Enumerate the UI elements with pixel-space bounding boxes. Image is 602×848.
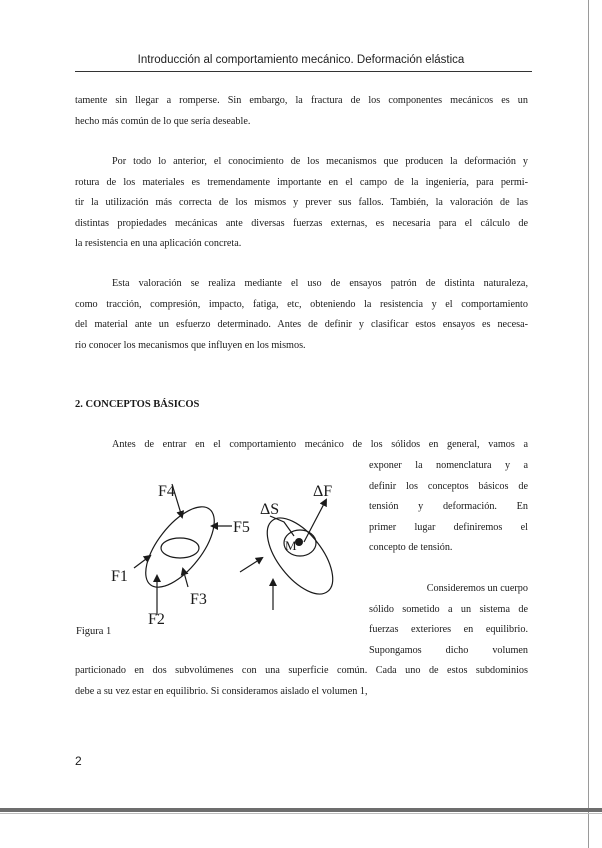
figure-1-diagram (100, 470, 365, 650)
paragraph-3-line: como tracción, compresión, impacto, fatiga, etc, obteniendo la resistencia y el comportamiento (75, 298, 528, 310)
page-edge-right (588, 0, 589, 848)
paragraph-5-line: debe a su vez estar en equilibrio. Si consideramos aislado el volumen 1, (75, 685, 368, 697)
running-header: Introducción al comportamiento mecánico. Deformación elástica (137, 54, 465, 66)
header-rule (75, 71, 532, 72)
label-f3: F3 (190, 591, 207, 608)
page-number: 2 (75, 754, 82, 768)
figure-caption: Figura 1 (76, 626, 112, 637)
paragraph-1-line: hecho más común de lo que sería deseable. (75, 115, 251, 127)
paragraph-1 (75, 91, 528, 132)
label-delta-s: ΔS (260, 501, 280, 518)
paragraph-5-side (369, 579, 528, 661)
paragraph-4-side-line: exponer la nomenclatura y a (369, 460, 528, 471)
label-f2: F2 (148, 611, 165, 628)
paragraph-3-line: del material ante un esfuerzo determinado. Antes de definir y clasificar estos ensayos es necesa- (75, 319, 528, 331)
paragraph-4-lead (75, 435, 528, 456)
paragraph-2-line: la resistencia en una aplicación concreta. (75, 238, 242, 250)
paragraph-5-side-line: Supongamos dicho volumen (369, 644, 528, 656)
section-surface (161, 538, 199, 558)
label-m: M (285, 538, 297, 553)
delta-f-arrow (304, 500, 326, 542)
figure-1 (100, 470, 365, 650)
paragraph-2 (75, 152, 528, 255)
label-f5: F5 (233, 519, 250, 536)
paragraph-5-line: particionado en dos subvolúmenes con una superficie común. Cada uno de estos subdominios (75, 665, 528, 676)
paragraph-4-line: Antes de entrar en el comportamiento mecánico de los sólidos en general, vamos a (112, 439, 528, 450)
section-heading: 2. CONCEPTOS BÁSICOS (75, 399, 200, 410)
paragraph-2-line: Por todo lo anterior, el conocimiento de los mecanismos que producen la deformación y (112, 156, 528, 167)
paragraph-2-line: tir la utilización más correcta de los mismos y prever sus fallos. También, la valoración de las (75, 197, 528, 209)
paragraph-5-side-line: fuerzas exteriores en equilibrio. (369, 624, 528, 636)
paragraph-3-line: Esta valoración se realiza mediante el uso de ensayos patrón de distinta naturaleza, (112, 278, 528, 289)
paragraph-3 (75, 274, 528, 356)
paragraph-5-side-line: sólido sometido a un sistema de (369, 603, 528, 615)
paragraph-1-line: tamente sin llegar a romperse. Sin embargo, la fractura de los componentes mecánicos es un (75, 95, 528, 106)
force-left-arrow (240, 558, 262, 572)
paragraph-5-side-line: Consideremos un cuerpo (426, 583, 528, 594)
paragraph-2-line: distintas propiedades mecánicas ante diversas fuerzas externas, es necesaria para el cálculo de (75, 217, 528, 229)
page-edge-bottom-shadow (0, 813, 602, 814)
label-delta-f: ΔF (313, 483, 333, 500)
paragraph-5-full (75, 661, 528, 702)
paragraph-2-line: rotura de los materiales es tremendamente importante en el campo de la ingeniería, para permi- (75, 176, 528, 188)
paragraph-4-side-line: definir los conceptos básicos de (369, 480, 528, 492)
paragraph-3-line: rio conocer los mecanismos que influyen en los mismos. (75, 339, 306, 351)
label-f4: F4 (158, 483, 175, 500)
paragraph-4-side-line: tensión y deformación. En (369, 501, 528, 513)
label-f1: F1 (111, 568, 128, 585)
paragraph-4-side-line: primer lugar definiremos el (369, 521, 528, 533)
paragraph-4-side (369, 456, 528, 559)
paragraph-4-side-line: concepto de tensión. (369, 542, 453, 554)
page-edge-bottom (0, 808, 602, 812)
